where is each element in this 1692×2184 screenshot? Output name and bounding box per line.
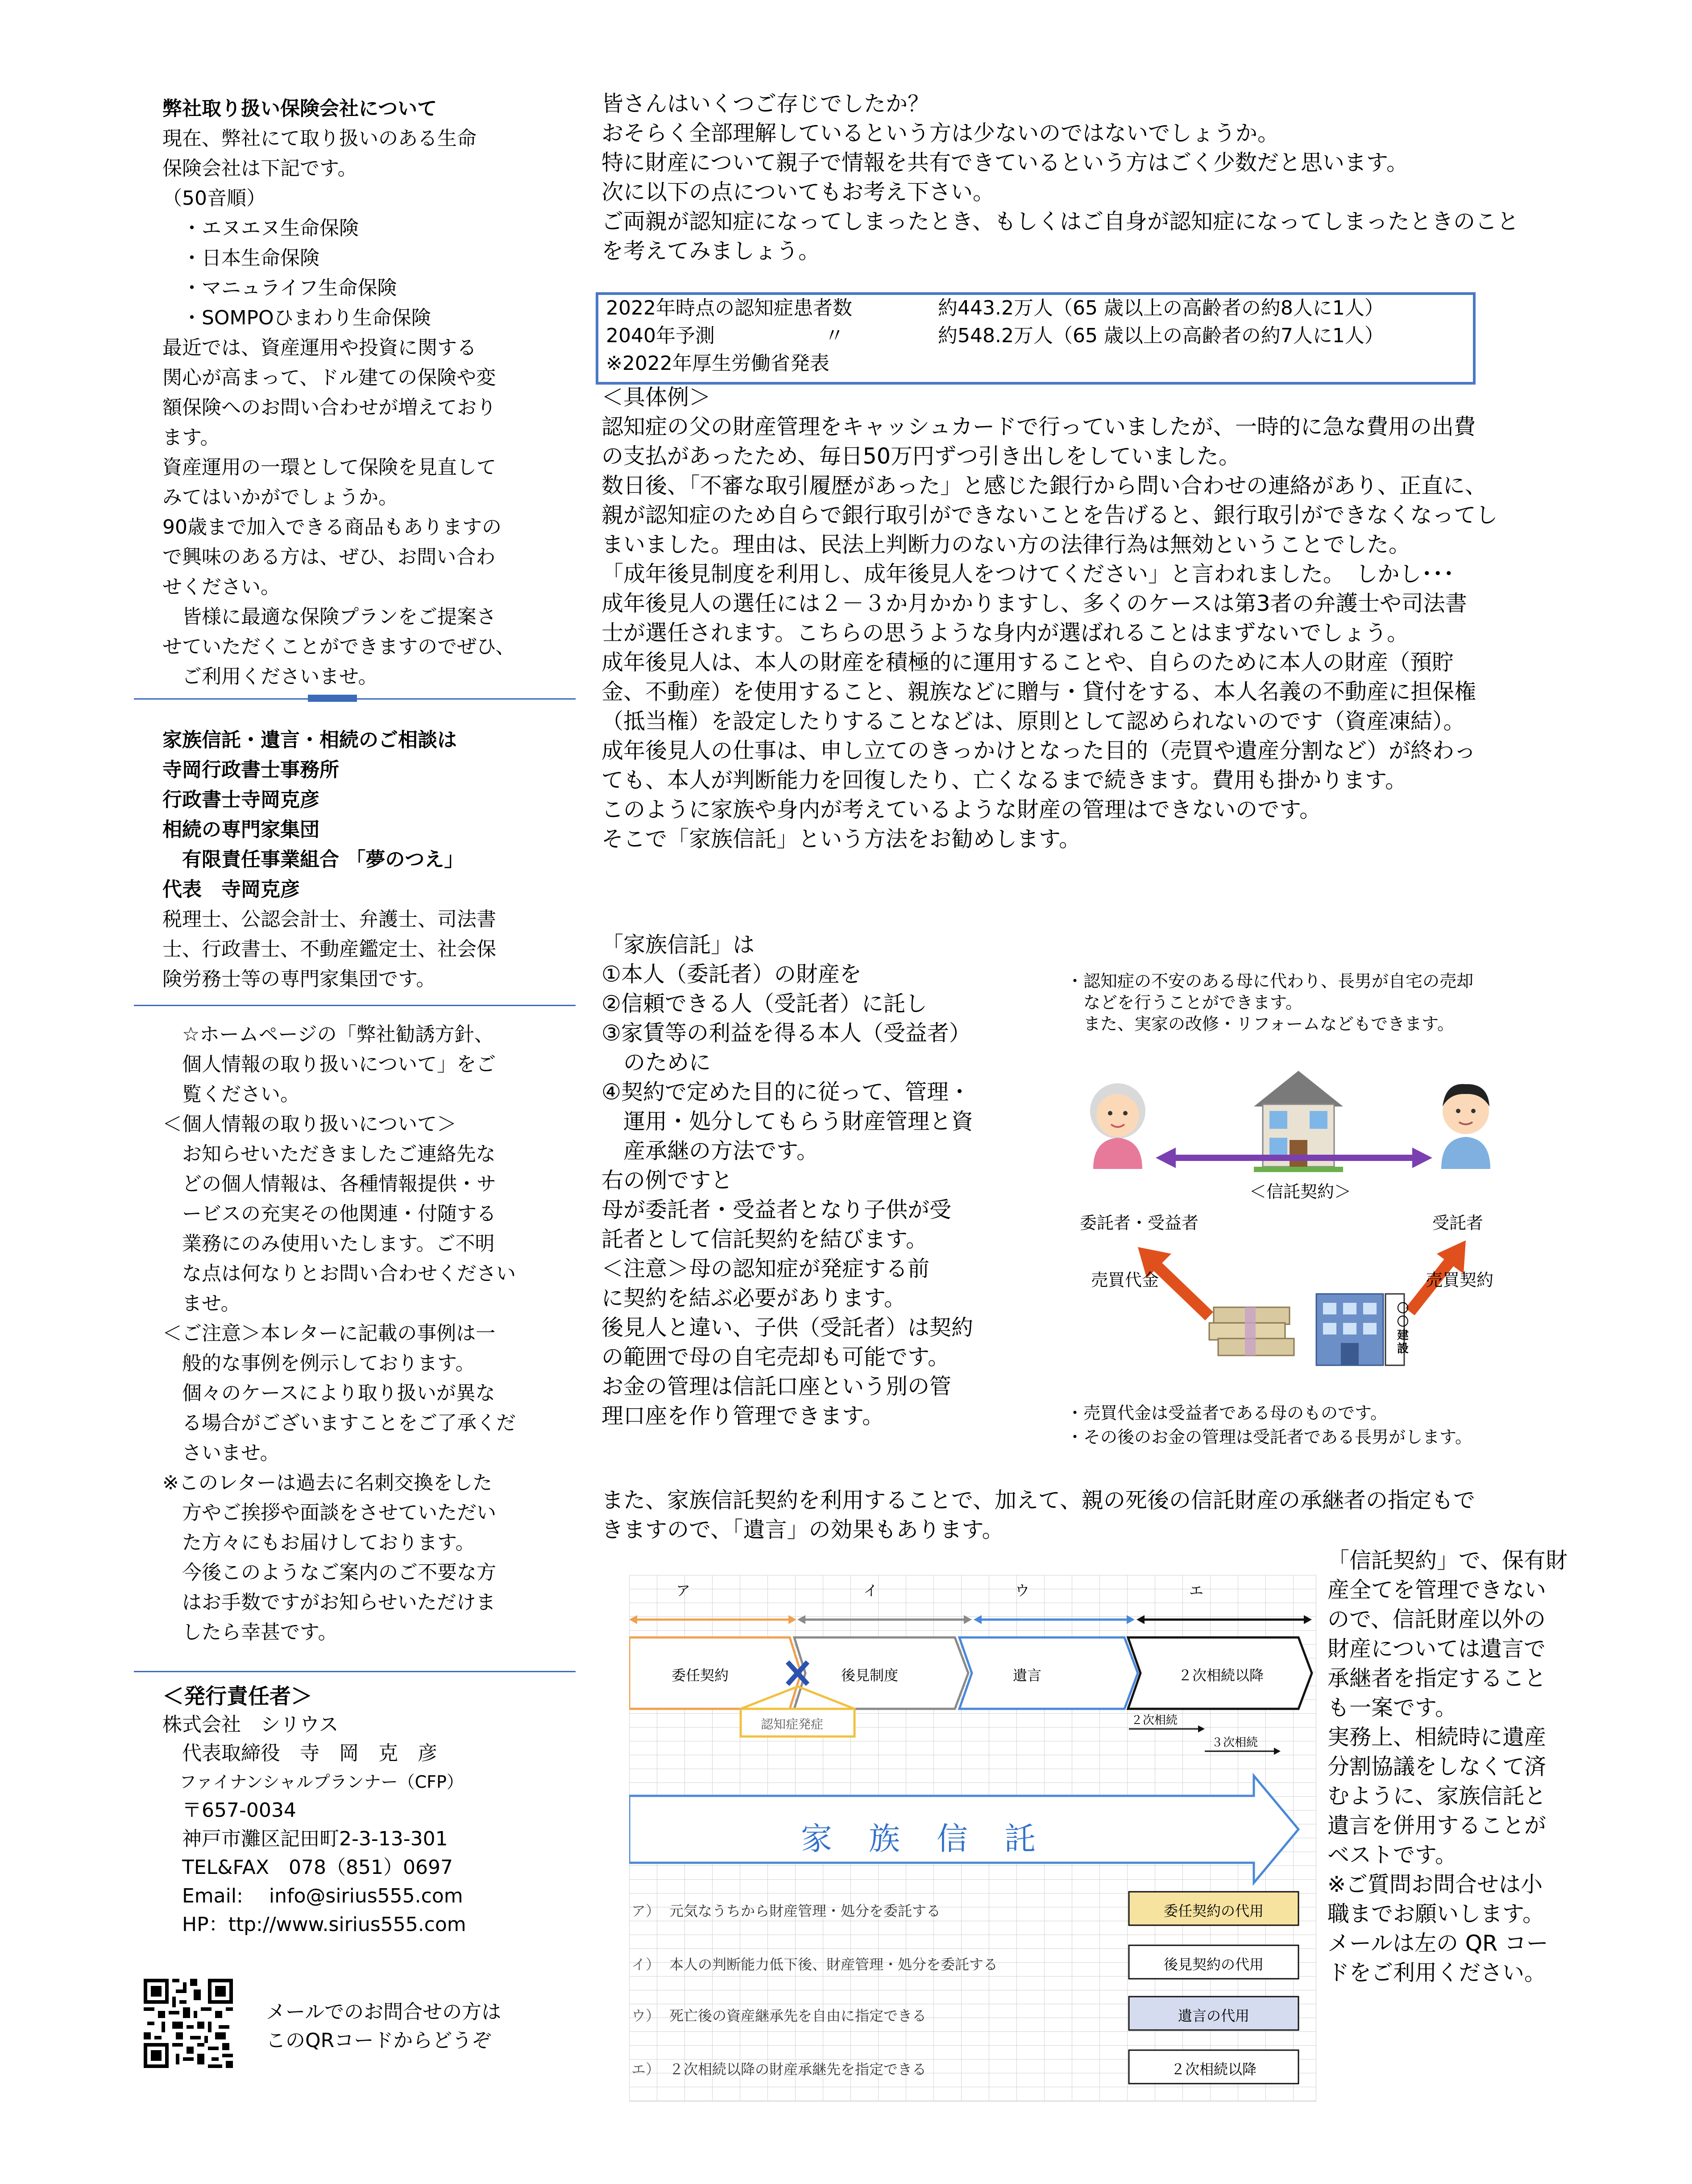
intro-line: を考えてみましょう。	[601, 238, 821, 264]
insurance-line: 90歳まで加入できる商品もありますの	[162, 516, 502, 539]
trust-line: 理口座を作り管理できます。	[601, 1403, 884, 1429]
qr-caption	[266, 1998, 501, 2055]
intro-line: 特に財産について親子で情報を共有できているという方はごく少数だと思います。	[601, 150, 1409, 175]
trust-line: 後見人と違い、子供（受託者）は契約	[601, 1315, 974, 1340]
insurer-item: ・エヌエヌ生命保険	[162, 217, 359, 240]
second-inheritance-label: ２次相続	[1131, 1714, 1178, 1727]
office-desc: 険労務士等の専門家集団です。	[162, 968, 436, 990]
figure-note-line: また、実家の改修・リフォームなどもできます。	[1066, 1014, 1455, 1034]
insurance-line: 資産運用の一環として保険を見直して	[162, 456, 496, 479]
sale-contract-label: 売買契約	[1426, 1270, 1494, 1290]
example-line: ても、本人が判断能力を回復したり、亡くなるまで続きます。費用も掛かります。	[601, 767, 1407, 793]
privacy-line: る場合がございますことをご了承くだ	[162, 1412, 516, 1434]
example-line: まいました。理由は、民法上判断力のない方の法律行為は無効ということでした。	[601, 532, 1411, 557]
insurer-item: ・日本生命保険	[162, 247, 319, 269]
intro-line: ご両親が認知症になってしまったとき、もしくはご自身が認知症になってしまったときのこと	[601, 209, 1519, 234]
closing-line: また、家族信託契約を利用することで、加えて、親の死後の信託財産の承継者の指定もで	[601, 1488, 1476, 1513]
intro-line: おそらく全部理解しているという方は少ないのではないでしょうか。	[601, 120, 1280, 146]
trust-line: 右の例ですと	[601, 1168, 733, 1193]
closing-block	[601, 1486, 1475, 1545]
right-note-line: 産全てを管理できない	[1327, 1577, 1547, 1603]
intro-line: 次に以下の点についてもお考え下さい。	[601, 179, 995, 205]
badge-label-b: 後見契約の代用	[1163, 1956, 1264, 1973]
trust-line: ①本人（委託者）の財産を	[601, 961, 862, 987]
privacy-line: 般的な事例を例示しております。	[162, 1352, 475, 1375]
insurance-line: 皆様に最適な保険プランをご提案さ	[162, 605, 496, 628]
example-line: 成年後見人は、本人の財産を積極的に運用することや、自らのために本人の財産（預貯	[601, 650, 1454, 675]
big-arrow-label: 家 族 信 託	[801, 1820, 1038, 1857]
figure-note-line: ・認知症の不安のある母に代わり、長男が自宅の売却	[1066, 971, 1474, 991]
example-heading: ＜具体例＞	[601, 385, 711, 410]
insurance-line: 額保険へのお問い合わせが増えており	[162, 396, 496, 419]
office-desc: 税理士、公認会計士、弁護士、司法書	[162, 908, 496, 931]
stats-row1-value: 約443.2万人（65 歳以上の高齢者の約8人に1人）	[938, 297, 1384, 319]
closing-line: きますので、「遺言」の効果もあります。	[601, 1517, 1004, 1542]
privacy-line: 個人情報の取り扱いについて」をご	[162, 1053, 496, 1076]
insurance-line: みてはいかがでしょうか。	[162, 486, 398, 509]
right-note-line: ドをご利用ください。	[1327, 1960, 1547, 1985]
insurance-line: （50音順）	[162, 187, 266, 210]
insurer-item: ・SOMPOひまわり生命保険	[162, 307, 431, 329]
privacy-line: 覧ください。	[162, 1083, 300, 1106]
privacy-line: ＜ご注意＞本レターに記載の事例は一	[162, 1322, 496, 1345]
figure-bottom-note	[1066, 1401, 1472, 1449]
row-text-b: 本人の判断能力低下後、財産管理・処分を委託する	[669, 1956, 998, 1973]
third-inheritance-label: ３次相続	[1211, 1736, 1258, 1749]
trust-line: ③家賃等の利益を得る本人（受益者）	[601, 1020, 971, 1046]
insurance-text	[162, 124, 555, 692]
stats-row-2	[606, 322, 1384, 350]
example-line: 金、不動産）を使用すること、親族などに贈与・貸付をする、本人名義の不動産に担保権	[601, 679, 1476, 705]
privacy-line: どの個人情報は、各種情報提供・サ	[162, 1173, 496, 1195]
insurance-line: 保険会社は下記です。	[162, 157, 357, 180]
privacy-line: ※このレターは過去に名刺交換をした	[162, 1471, 493, 1494]
right-note-line: 分割協議をしなくて済	[1327, 1754, 1547, 1779]
right-note-line: 「信託契約」で、保有財	[1327, 1548, 1568, 1573]
figure-note-line: などを行うことができます。	[1066, 993, 1302, 1012]
row-text-d: ２次相続以降の財産承継先を指定できる	[669, 2061, 927, 2078]
office-line: 代表 寺岡克彦	[162, 878, 300, 901]
publisher-email[interactable]: Email: info@sirius555.com	[162, 1885, 463, 1907]
stage-label-a: 委任契約	[672, 1667, 729, 1684]
example-line: の支払があったため、毎日50万円ずつ引き出しをしていました。	[601, 443, 1240, 469]
trust-block	[601, 930, 973, 1431]
figure-note-line: ・その後のお金の管理は受託者である長男がします。	[1066, 1427, 1472, 1447]
insurance-line: ご利用くださいませ。	[162, 665, 378, 688]
example-line: 成年後見人の仕事は、申し立てのきっかけとなった目的（売買や遺産分割など）が終わっ	[601, 738, 1476, 763]
right-note-line: ベストです。	[1327, 1842, 1457, 1868]
onset-label: 認知症発症	[761, 1717, 824, 1732]
privacy-line: ませ。	[162, 1292, 241, 1315]
trust-line: の範囲で母の自宅売却も可能です。	[601, 1344, 950, 1370]
trust-line: 母が委託者・受益者となり子供が受	[601, 1197, 952, 1223]
publisher-block	[162, 1682, 555, 1939]
insurance-line: で興味のある方は、ぜひ、お問い合わ	[162, 546, 496, 568]
office-name: 寺岡行政書士事務所	[162, 758, 339, 781]
right-note-line: ※ご質問お問合せは小	[1327, 1872, 1543, 1897]
privacy-line: ☆ホームページの「弊社勧誘方針、	[162, 1023, 494, 1046]
period-header-b: イ	[863, 1582, 878, 1599]
office-block	[162, 725, 555, 994]
example-line: 認知症の父の財産管理をキャッシュカードで行っていましたが、一時的に急な費用の出費	[601, 414, 1476, 439]
insurer-item: ・マニュライフ生命保険	[162, 277, 397, 299]
stats-row1-label: 2022年時点の認知症患者数	[606, 297, 852, 319]
building-sign: 〇〇建設	[1397, 1302, 1409, 1355]
privacy-line: はお手数ですがお知らせいただけま	[162, 1591, 496, 1614]
insurance-line: ます。	[162, 426, 220, 449]
left-column	[162, 94, 555, 692]
contract-label: ＜信託契約＞	[1249, 1182, 1352, 1202]
example-block	[601, 383, 1498, 854]
insurance-line: 最近では、資産運用や投資に関する	[162, 336, 477, 359]
right-note-line: 職までお願いします。	[1327, 1901, 1545, 1927]
badge-label-d: ２次相続以降	[1170, 2061, 1257, 2078]
privacy-line: 業務にのみ使用いたします。ご不明	[162, 1232, 495, 1255]
office-line: 行政書士寺岡克彦	[162, 788, 319, 811]
privacy-line: ＜個人情報の取り扱いについて＞	[162, 1113, 457, 1136]
money-stack-icon	[1209, 1307, 1294, 1355]
sale-money-label: 売買代金	[1091, 1270, 1159, 1290]
building-icon	[1316, 1294, 1409, 1365]
publisher-line: 株式会社 シリウス	[162, 1713, 339, 1736]
qr-caption-line: メールでのお問合せの方は	[266, 2001, 502, 2023]
privacy-line: 方やご挨拶や面談をさせていただい	[162, 1501, 496, 1524]
privacy-line: さいませ。	[162, 1442, 280, 1464]
publisher-address: 神戸市灘区記田町2-3-13-301	[162, 1828, 448, 1850]
stats-note: ※2022年厚生労働省発表	[606, 352, 829, 375]
publisher-line: ファイナンシャルプランナー（CFP）	[162, 1772, 464, 1792]
row-key-a: ア）	[631, 1902, 660, 1919]
row-key-d: エ）	[631, 2061, 660, 2078]
example-line: 成年後見人の選任には２－３か月かかりますし、多くのケースは第3者の弁護士や司法書	[601, 591, 1467, 616]
period-header-c: ウ	[1015, 1582, 1030, 1599]
figure-top-note	[1066, 970, 1473, 1035]
office-line: 有限責任事業組合 「夢のつえ」	[162, 848, 464, 871]
divider-accent	[308, 695, 357, 702]
publisher-line: 代表取締役 寺 岡 克 彦	[162, 1742, 437, 1765]
privacy-line: 個々のケースにより取り扱いが異な	[162, 1382, 495, 1405]
right-note-line: 承継者を指定すること	[1327, 1666, 1547, 1691]
example-line: （抵当権）を設定したりすることなどは、原則として認められないのです（資産凍結）。	[601, 709, 1465, 734]
period-header-a: ア	[676, 1582, 691, 1599]
publisher-title: ＜発行責任者＞	[162, 1684, 313, 1709]
insurance-line: せていただくことができますのでぜひ、	[162, 635, 515, 658]
badge-label-c: 遺言の代用	[1178, 2007, 1249, 2024]
period-header-d: エ	[1189, 1582, 1204, 1599]
example-line: 数日後、「不審な取引履歴があった」と感じた銀行から問い合わせの連絡があり、正直に、	[601, 473, 1487, 498]
right-note-line: 遺言を併用することが	[1327, 1813, 1547, 1838]
example-line: 親が認知症のため自らで銀行取引ができないことを告げると、銀行取引ができなくなってし	[601, 502, 1498, 528]
privacy-line: ービスの充実その他関連・付随する	[162, 1202, 496, 1225]
mother-icon	[1090, 1083, 1145, 1169]
trust-line: ④契約で定めた目的に従って、管理・	[601, 1079, 970, 1105]
row-key-c: ウ）	[631, 2007, 660, 2024]
publisher-homepage[interactable]: HP：ttp://www.sirius555.com	[162, 1913, 466, 1936]
stats-row2-value: 約548.2万人（65 歳以上の高齢者の約7人に1人）	[938, 324, 1384, 347]
right-note-line: ので、信託財産以外の	[1327, 1607, 1546, 1632]
divider	[134, 1005, 576, 1006]
right-note-line: むように、家族信託と	[1327, 1783, 1547, 1809]
privacy-line: 今後このようなご案内のご不要な方	[162, 1561, 496, 1584]
intro-line: 皆さんはいくつご存じでしたか？	[601, 91, 930, 116]
privacy-line: な点は何なりとお問い合わせください	[162, 1262, 516, 1285]
trust-line: お金の管理は信託口座という別の管	[601, 1374, 952, 1399]
stats-row-1	[606, 294, 1384, 322]
stage-label-b: 後見制度	[841, 1667, 899, 1684]
right-note-block	[1327, 1546, 1568, 1988]
timeline-labels	[629, 1575, 1316, 2101]
stats-row2-ditto: 〃	[825, 324, 844, 347]
office-line: 相続の専門家集団	[162, 818, 319, 841]
settlor-label: 委託者・受益者	[1080, 1213, 1199, 1233]
right-note-line: 実務上、相続時に遺産	[1327, 1724, 1547, 1750]
trust-line: 託者として信託契約を結びます。	[601, 1227, 928, 1252]
row-text-a: 元気なうちから財産管理・処分を委託する	[669, 1902, 941, 1919]
badge-label-a: 委任契約の代用	[1163, 1902, 1264, 1919]
example-line: 「成年後見制度を利用し、成年後見人をつけてください」と言われました。 しかし･･･	[601, 561, 1455, 587]
trustee-label: 受託者	[1432, 1213, 1484, 1233]
example-line: そこで「家族信託」という方法をお勧めします。	[601, 826, 1081, 852]
trust-line: ＜注意＞母の認知症が発症する前	[601, 1256, 930, 1281]
right-note-line: 財産については遺言で	[1327, 1636, 1546, 1662]
insurance-line: 関心が高まって、ドル建ての保険や変	[162, 366, 496, 389]
main-column	[601, 89, 1592, 266]
trust-line: 運用・処分してもらう財産管理と資	[601, 1109, 974, 1134]
insurance-title: 弊社取り扱い保険会社について	[162, 97, 437, 120]
row-key-b: イ）	[631, 1956, 660, 1973]
example-line: このように家族や身内が考えているような財産の管理はできないのです。	[601, 797, 1322, 822]
trust-line: 産承継の方法です。	[601, 1138, 819, 1164]
privacy-block	[162, 1019, 555, 1647]
trust-line: 「家族信託」は	[601, 932, 755, 957]
stats-row2-label: 2040年予測	[606, 324, 715, 347]
privacy-line: したら幸甚です。	[162, 1621, 338, 1644]
son-icon	[1441, 1084, 1490, 1169]
privacy-line: お知らせいただきましたご連絡先な	[162, 1143, 496, 1165]
qr-caption-line: このQRコードからどうぞ	[266, 2029, 492, 2052]
office-line: 家族信託・遺言・相続のご相談は	[162, 729, 457, 751]
insurance-line: 現在、弊社にて取り扱いのある生命	[162, 127, 477, 150]
stage-label-c: 遺言	[1013, 1667, 1042, 1684]
insurance-line: せください。	[162, 576, 280, 598]
row-text-c: 死亡後の資産継承先を自由に指定できる	[669, 2007, 927, 2024]
qr-code-icon[interactable]	[144, 1979, 233, 2068]
stats-text	[606, 294, 1384, 377]
trust-line: のために	[601, 1050, 711, 1075]
right-note-line: メールは左の QR コー	[1327, 1931, 1548, 1956]
divider	[134, 1671, 576, 1672]
privacy-line: た方々にもお届けしております。	[162, 1531, 475, 1554]
stage-label-d: ２次相続以降	[1178, 1667, 1264, 1684]
publisher-phone: TEL&FAX 078（851）0697	[162, 1856, 453, 1879]
office-desc: 士、行政書士、不動産鑑定士、社会保	[162, 938, 496, 961]
example-line: 士が選任されます。こちらの思うような身内が選ばれることはまずないでしょう。	[601, 620, 1409, 646]
right-note-line: も一案です。	[1327, 1695, 1457, 1720]
publisher-line: 〒657-0034	[162, 1799, 296, 1822]
trust-line: ②信頼できる人（受託者）に託し	[601, 991, 927, 1016]
figure-note-line: ・売買代金は受益者である母のものです。	[1066, 1403, 1387, 1423]
trust-line: に契約を結ぶ必要があります。	[601, 1285, 906, 1311]
